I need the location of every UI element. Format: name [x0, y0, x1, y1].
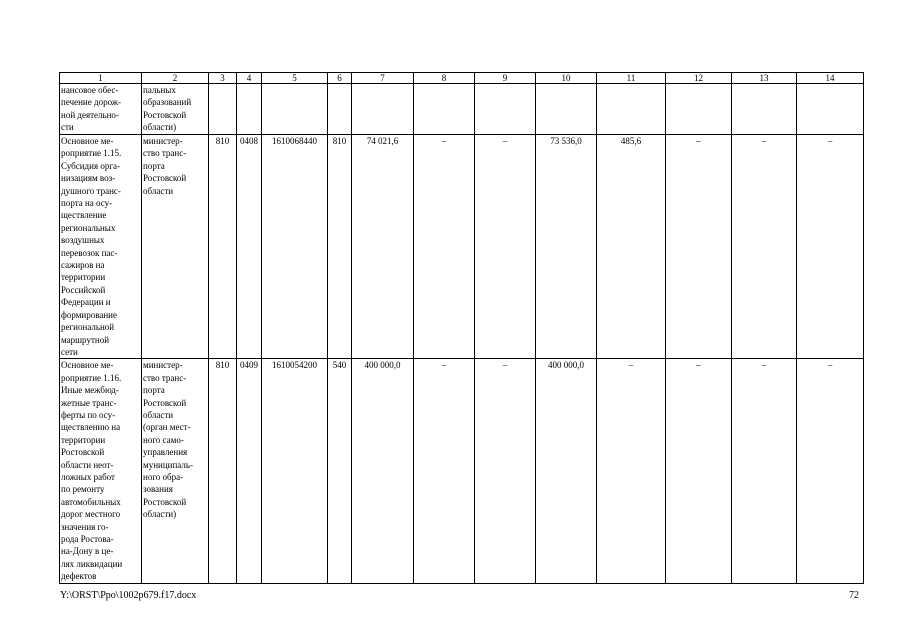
activity-name-line: маршрутной — [61, 334, 110, 345]
executor-line: ного само- — [143, 434, 184, 445]
column-number-cell: 14 — [797, 73, 864, 84]
executor-line: муниципаль- — [143, 459, 193, 470]
table-row — [60, 359, 864, 583]
column-number-cell: 2 — [142, 73, 209, 84]
activity-name-line: Российской — [61, 284, 106, 295]
executor-line: области — [143, 185, 174, 196]
activity-name-line: сажиров на — [61, 260, 105, 271]
executor-cell — [142, 359, 209, 583]
value-cell: 810 — [328, 135, 352, 359]
executor-line: образований — [143, 97, 192, 108]
value-cell: – — [475, 135, 536, 359]
column-number-cell: 7 — [352, 73, 414, 84]
column-number-cell: 11 — [597, 73, 666, 84]
value-cell — [597, 84, 666, 135]
value-cell: 74 021,6 — [352, 135, 414, 359]
column-number-cell: 1 — [60, 73, 142, 84]
value-cell: 810 — [209, 135, 237, 359]
value-cell: 1610054200 — [262, 359, 328, 583]
value-cell: – — [797, 135, 864, 359]
activity-name-line: ложных работ — [61, 471, 115, 482]
column-number-cell: 4 — [237, 73, 262, 84]
activity-name-line: сти — [61, 122, 74, 133]
activity-name-line: Ростовской — [61, 447, 105, 458]
activity-name-line: ферты по осу- — [61, 409, 116, 420]
activity-name-line: жетные транс- — [61, 397, 117, 408]
value-cell: – — [797, 359, 864, 583]
executor-line: ство транс- — [143, 372, 187, 383]
activity-name-line: нансовое обес- — [61, 85, 119, 95]
activity-name-line: ществление — [61, 210, 107, 221]
column-number-cell: 13 — [732, 73, 797, 84]
value-cell — [262, 84, 328, 135]
value-cell: – — [666, 359, 732, 583]
executor-line: Ростовской — [143, 496, 187, 507]
value-cell: 400 000,0 — [352, 359, 414, 583]
activity-name-line: дорог местного — [61, 509, 121, 520]
value-cell — [475, 84, 536, 135]
value-cell — [666, 84, 732, 135]
value-cell: – — [732, 359, 797, 583]
value-cell: 485,6 — [597, 135, 666, 359]
activity-name-line: территории — [61, 434, 106, 445]
value-cell: 73 536,0 — [536, 135, 597, 359]
activity-name-line: низациям воз- — [61, 173, 116, 184]
executor-line: области) — [143, 122, 177, 133]
value-cell: – — [666, 135, 732, 359]
activity-name-line: региональной — [61, 322, 115, 333]
activity-name-line: по ремонту — [61, 484, 105, 495]
value-cell — [237, 84, 262, 135]
activity-name-line: душного транс- — [61, 185, 121, 196]
executor-line: ство транс- — [143, 148, 187, 159]
activity-name-line: региональных — [61, 222, 116, 233]
value-cell: – — [475, 359, 536, 583]
column-number-cell: 5 — [262, 73, 328, 84]
executor-line: области) — [143, 509, 177, 520]
executor-cell — [142, 84, 209, 135]
value-cell: 1610068440 — [262, 135, 328, 359]
value-cell — [797, 84, 864, 135]
activity-name-line: роприятие 1.15. — [61, 148, 122, 159]
activity-name-line: ной деятельно- — [61, 109, 119, 120]
executor-line: министер- — [143, 360, 183, 371]
value-cell: – — [597, 359, 666, 583]
activity-name-line: формирование — [61, 309, 117, 320]
executor-line: управления — [143, 447, 188, 458]
activity-name-line: ществлению на — [61, 422, 121, 433]
executor-line: пальных — [143, 85, 176, 95]
activity-name-cell — [60, 84, 142, 135]
activity-name-line: Иные межбюд- — [61, 385, 119, 396]
activity-name-line: Субсидия орга- — [61, 160, 121, 171]
executor-line: области — [143, 409, 174, 420]
column-number-cell: 6 — [328, 73, 352, 84]
value-cell: 0408 — [237, 135, 262, 359]
activity-name-line: перевозок пас- — [61, 247, 118, 258]
value-cell: 810 — [209, 359, 237, 583]
activity-name-line: сети — [61, 346, 78, 357]
activity-name-line: Основное ме- — [61, 136, 114, 146]
executor-line: Ростовской — [143, 397, 187, 408]
activity-name-line: воздушных — [61, 235, 105, 246]
column-number-cell: 12 — [666, 73, 732, 84]
table-row — [60, 135, 864, 359]
activity-name-line: порта на осу- — [61, 198, 113, 209]
value-cell: 400 000,0 — [536, 359, 597, 583]
executor-line: ного обра- — [143, 471, 184, 482]
activity-name-line: лях ликвидации — [61, 558, 123, 569]
activity-name-line: территории — [61, 272, 106, 283]
column-number-cell: 9 — [475, 73, 536, 84]
activity-name-line: области неот- — [61, 459, 114, 470]
activity-name-cell — [60, 135, 142, 359]
column-number-row — [60, 73, 864, 84]
value-cell — [414, 84, 475, 135]
value-cell: 0409 — [237, 359, 262, 583]
activity-name-line: Основное ме- — [61, 360, 114, 371]
activity-name-line: роприятие 1.16. — [61, 372, 122, 383]
value-cell: – — [414, 359, 475, 583]
value-cell: 540 — [328, 359, 352, 583]
executor-line: Ростовской — [143, 173, 187, 184]
activity-name-line: рода Ростова- — [61, 534, 114, 544]
page-number: 72 — [849, 590, 859, 601]
activity-name-line: Федерации и — [61, 297, 111, 308]
activity-name-line: на-Дону в це- — [61, 546, 114, 557]
file-path: Y:\ORST\Ppo\1002p679.f17.docx — [60, 590, 197, 601]
column-number-cell: 10 — [536, 73, 597, 84]
executor-line: (орган мест- — [143, 422, 191, 433]
column-number-cell: 8 — [414, 73, 475, 84]
column-number-cell: 3 — [209, 73, 237, 84]
value-cell — [732, 84, 797, 135]
activity-name-line: значения го- — [61, 521, 109, 532]
activity-name-cell — [60, 359, 142, 583]
executor-line: министер- — [143, 136, 183, 146]
value-cell: – — [414, 135, 475, 359]
budget-table — [59, 72, 864, 584]
activity-name-line: дефектов — [61, 571, 97, 582]
value-cell — [328, 84, 352, 135]
value-cell — [536, 84, 597, 135]
activity-name-line: печение дорож- — [61, 97, 122, 108]
activity-name-line: автомобильных — [61, 496, 121, 507]
value-cell — [352, 84, 414, 135]
executor-line: Ростовской — [143, 109, 187, 120]
value-cell — [209, 84, 237, 135]
table-row — [60, 84, 864, 135]
executor-line: зования — [143, 484, 173, 495]
executor-line: порта — [143, 385, 165, 396]
executor-cell — [142, 135, 209, 359]
executor-line: порта — [143, 160, 165, 171]
value-cell: – — [732, 135, 797, 359]
